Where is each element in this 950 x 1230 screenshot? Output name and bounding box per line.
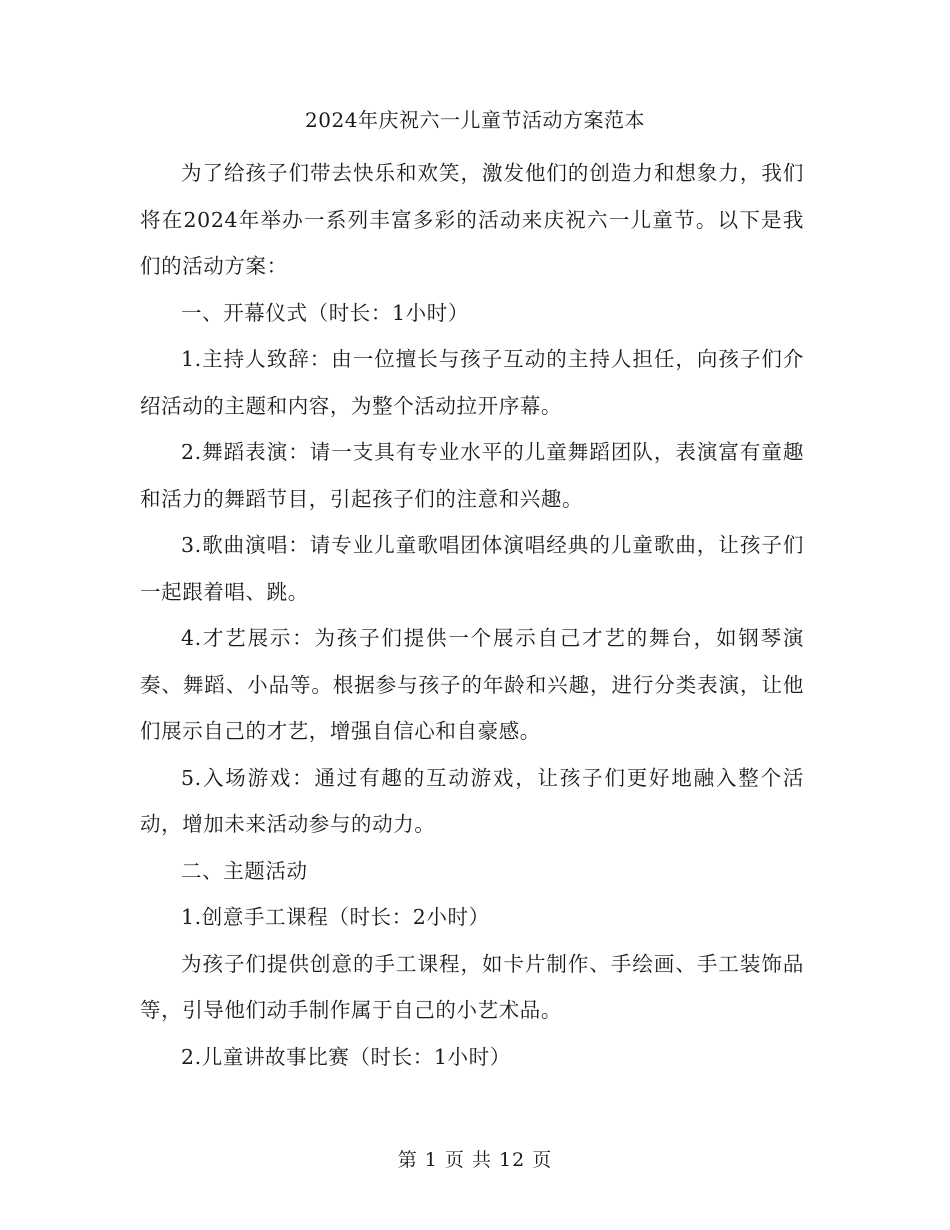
opening-item-singing: 3.歌曲演唱：请专业儿童歌唱团体演唱经典的儿童歌曲，让孩子们一起跟着唱、跳。 [140, 533, 804, 604]
page-number-footer: 第 1 页 共 12 页 [397, 1149, 553, 1171]
section-heading-theme: 二、主题活动 [181, 858, 308, 883]
opening-item-talent-show: 4.才艺展示：为孩子们提供一个展示自己才艺的舞台，如钢琴演奏、舞蹈、小品等。根据参与孩子的年龄和兴趣，进行分类表演，让他们展示自己的才艺，增强自信心和自豪感。 [140, 626, 804, 743]
opening-item-host-speech: 1.主持人致辞：由一位擅长与孩子互动的主持人担任，向孩子们介绍活动的主题和内容，为整个活动拉开序幕。 [140, 347, 804, 418]
section-heading-opening: 一、开幕仪式（时长：1小时） [181, 300, 469, 325]
opening-item-entrance-game: 5.入场游戏：通过有趣的互动游戏，让孩子们更好地融入整个活动，增加未来活动参与的动力。 [140, 765, 804, 836]
intro-paragraph: 为了给孩子们带去快乐和欢笑，激发他们的创造力和想象力，我们将在2024年举办一系列丰富多彩的活动来庆祝六一儿童节。以下是我们的活动方案： [140, 161, 804, 278]
opening-item-dance: 2.舞蹈表演：请一支具有专业水平的儿童舞蹈团队，表演富有童趣和活力的舞蹈节目，引起孩子们的注意和兴趣。 [140, 440, 804, 511]
theme-item-handcraft: 1.创意手工课程（时长：2小时） [181, 905, 490, 929]
document-title: 2024年庆祝六一儿童节活动方案范本 [305, 108, 645, 132]
handcraft-description: 为孩子们提供创意的手工课程，如卡片制作、手绘画、手工装饰品等，引导他们动手制作属于自己的小艺术品。 [140, 951, 804, 1022]
theme-item-storytelling: 2.儿童讲故事比赛（时长：1小时） [181, 1044, 511, 1069]
document-body [140, 150, 804, 1080]
